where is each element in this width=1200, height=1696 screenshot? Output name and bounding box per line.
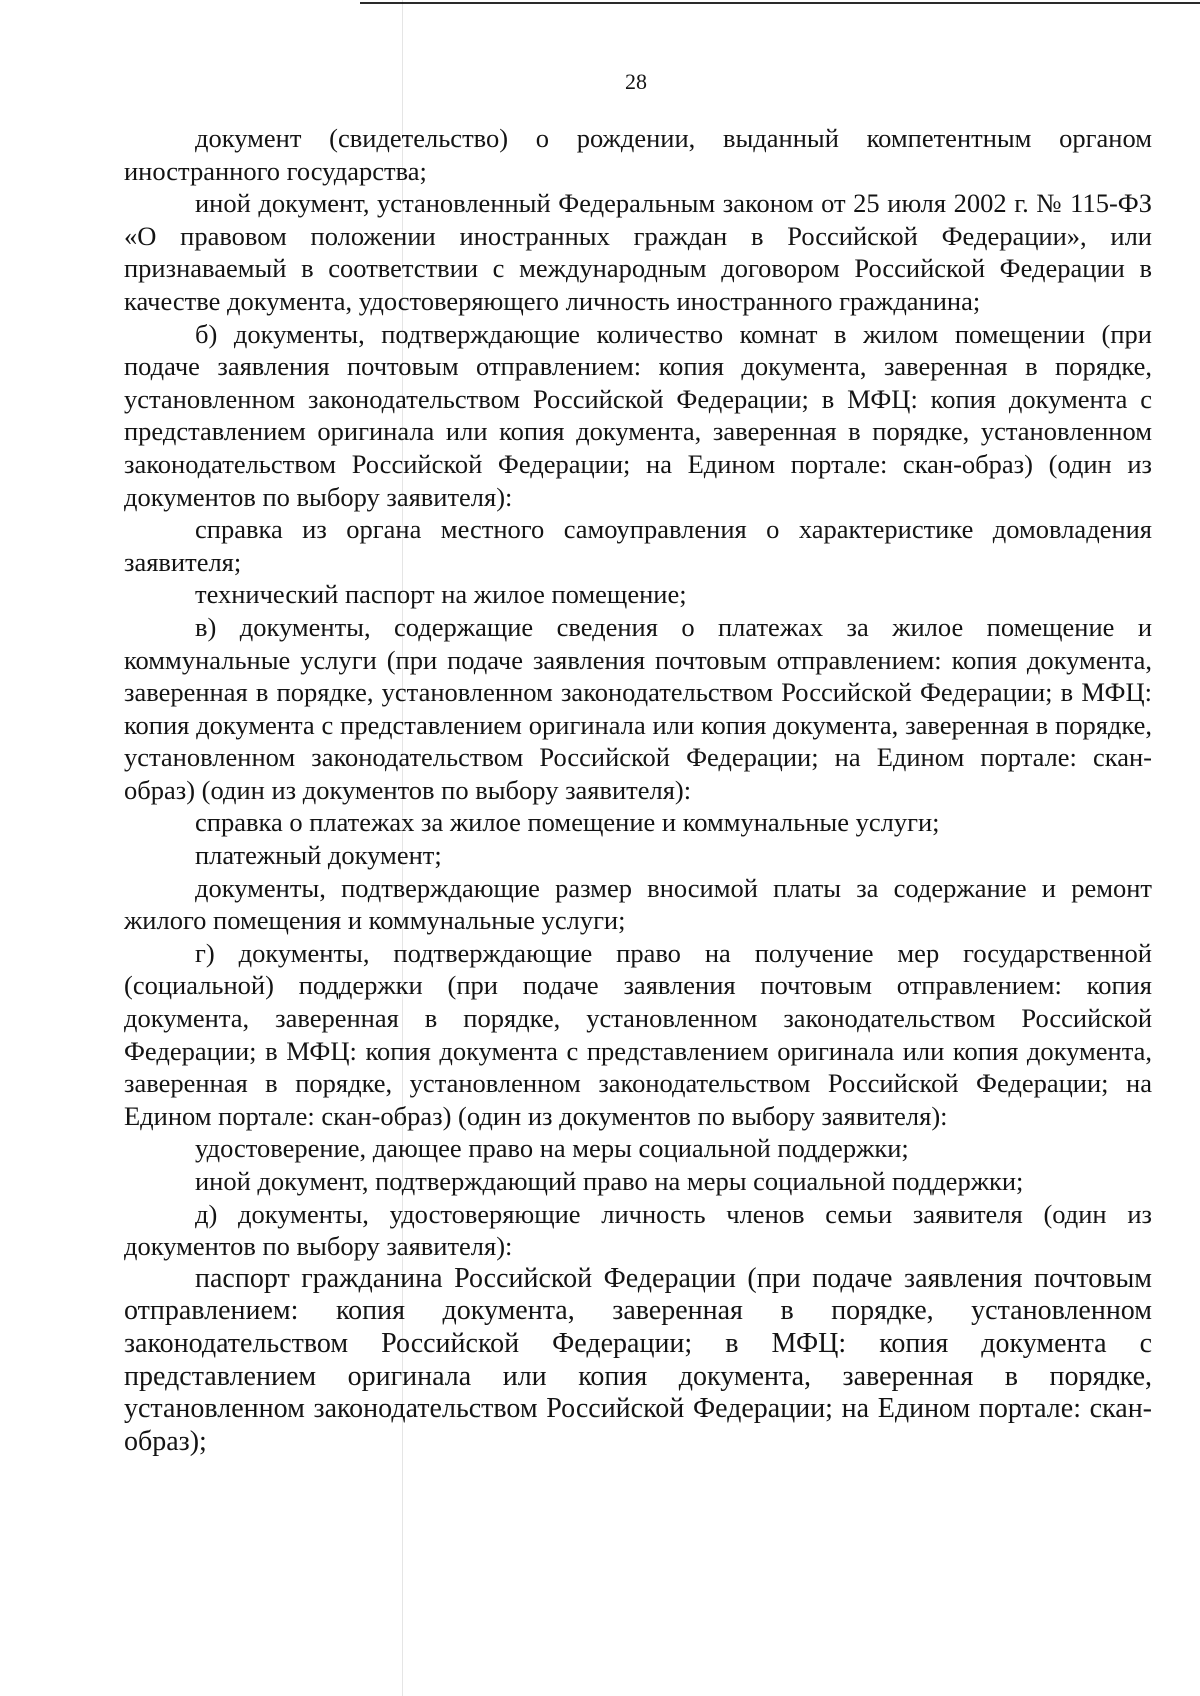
- paragraph-g-support-documents: г) документы, подтверждающие право на получение мер государственной (социальной) поддержки (при подаче заявления почтовым отправлением: копия документа, заверенная в порядке, установленном законодательством Российской Федерации; в МФЦ: копия документа с представлением оригинала или копия документа, заверенная в порядке, установленном законодательством Российской Федерации; на Едином портале: скан-образ) (один из документов по выбору заявителя):: [124, 937, 1152, 1131]
- paragraph-birth-certificate: документ (свидетельство) о рождении, выданный компетентным органом иностранного государства;: [124, 123, 1152, 186]
- paragraph-support-certificate: удостоверение, дающее право на меры социальной поддержки;: [195, 1133, 909, 1164]
- paragraph-v-payment-documents: в) документы, содержащие сведения о платежах за жилое помещение и коммунальные услуги (при подаче заявления почтовым отправлением: копия документа, заверенная в порядке, установленном законодательством Российской Федерации; в МФЦ: копия документа с представлением оригинала или копия документа, заверенная в порядке, установленном законодательством Российской Федерации; на Едином портале: скан-образ) (один из документов по выбору заявителя):: [124, 611, 1152, 805]
- paragraph-foreign-id: иной документ, установленный Федеральным законом от 25 июля 2002 г. № 115-ФЗ «О правовом положении иностранных граждан в Российской Федерации», или признаваемый в соответствии с международным договором Российской Федерации в качестве документа, удостоверяющего личность иностранного гражданина;: [124, 188, 1152, 316]
- paragraph-local-authority-certificate: справка из органа местного самоуправления о характеристике домовладения заявителя;: [124, 514, 1152, 577]
- paragraph-payment-document: платежный документ;: [195, 840, 442, 871]
- top-edge-rule: [360, 2, 1200, 4]
- paragraph-b-rooms-documents: б) документы, подтверждающие количество комнат в жилом помещении (при подаче заявления почтовым отправлением: копия документа, заверенная в порядке, установленном законодательством Российской Федерации; в МФЦ: копия документа с представлением оригинала или копия документа, заверенная в порядке, установленном законодательством Российской Федерации; на Едином портале: скан-образ) (один из документов по выбору заявителя):: [124, 318, 1152, 512]
- paragraph-payment-certificate: справка о платежах за жилое помещение и коммунальные услуги;: [195, 807, 940, 838]
- paragraph-russian-passport: паспорт гражданина Российской Федерации (при подаче заявления почтовым отправлением: копия документа, заверенная в порядке, установленном законодательством Российской Федерации; в МФЦ: копия документа с представлением оригинала или копия документа, заверенная в порядке, установленном законодательством Российской Федерации; на Едином портале: скан-образ);: [124, 1262, 1152, 1457]
- paragraph-technical-passport: технический паспорт на жилое помещение;: [195, 579, 687, 610]
- document-body: [124, 122, 1152, 1458]
- page-number: 28: [625, 69, 647, 94]
- paragraph-other-support-document: иной документ, подтверждающий право на меры социальной поддержки;: [195, 1166, 1024, 1196]
- paragraph-fee-documents: документы, подтверждающие размер вносимой платы за содержание и ремонт жилого помещения и коммунальные услуги;: [124, 872, 1152, 936]
- paragraph-d-family-id-documents: д) документы, удостоверяющие личность членов семьи заявителя (один из документов по выбору заявителя):: [124, 1198, 1152, 1262]
